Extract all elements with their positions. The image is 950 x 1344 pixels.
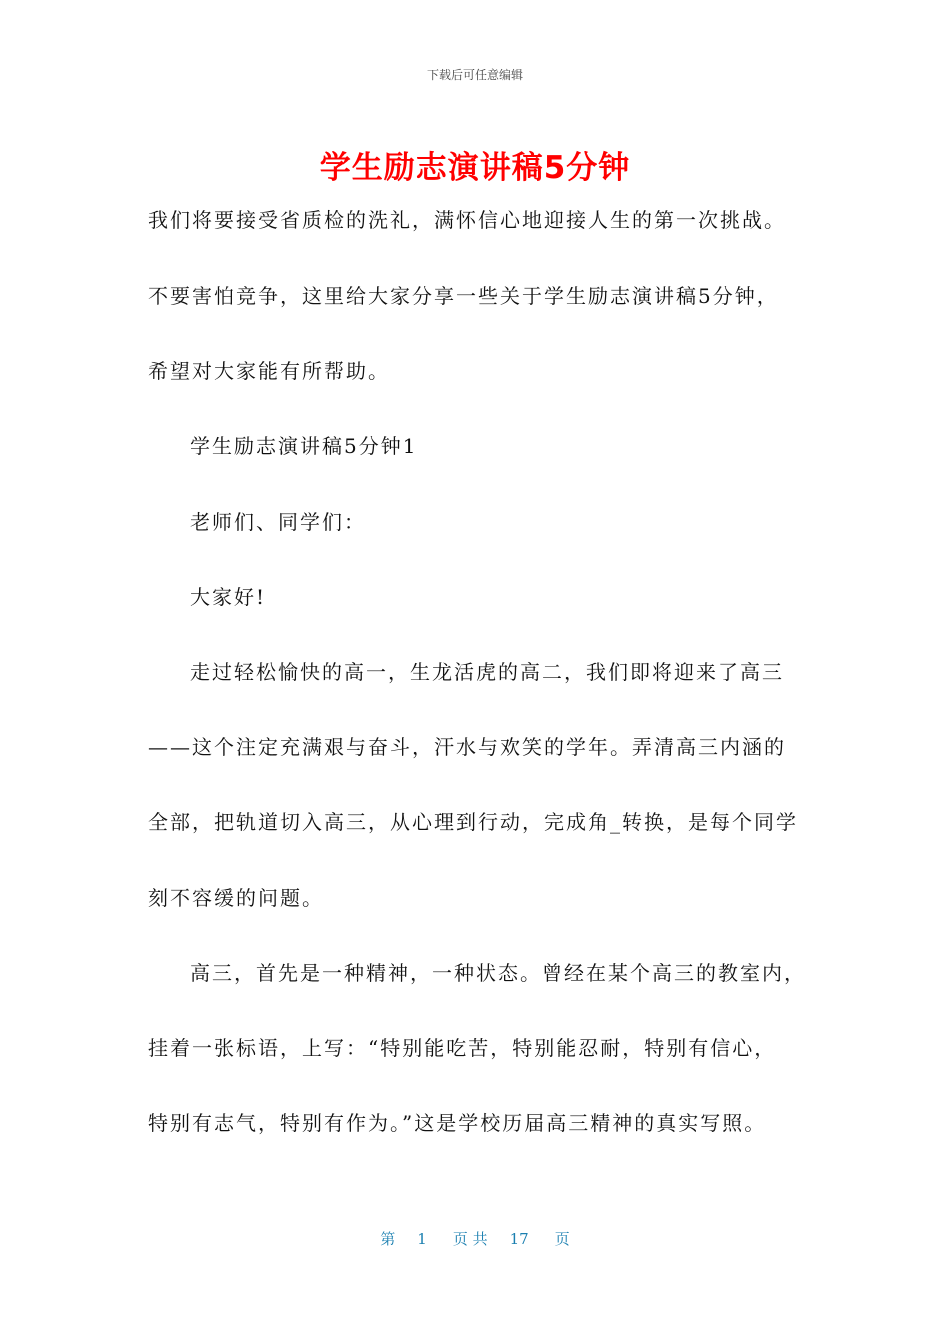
salutation: 老师们、同学们： (190, 510, 366, 534)
footer-suffix: 页 (554, 1230, 570, 1248)
paragraph-line: 全部，把轨道切入高三，从心理到行动，完成角_转换，是每个同学 (148, 810, 798, 834)
document-title: 学生励志演讲稿5分钟 (319, 150, 631, 186)
paragraph-line: 刻不容缓的问题。 (148, 886, 324, 910)
greeting: 大家好! (190, 585, 267, 609)
paragraph-line: 挂着一张标语，上写：“特别能吃苦，特别能忍耐，特别有信心， (148, 1036, 777, 1060)
paragraph-line: 特别有志气，特别有作为。”这是学校历届高三精神的真实写照。 (148, 1111, 767, 1135)
page-header-note: 下载后可任意编辑 (426, 68, 523, 82)
paragraph-line-intro-3: 希望对大家能有所帮助。 (148, 359, 390, 383)
footer-prefix: 第 (380, 1230, 396, 1248)
section-heading: 学生励志演讲稿5分钟1 (190, 434, 418, 458)
paragraph-line-intro-1: 我们将要接受省质检的洗礼，满怀信心地迎接人生的第一次挑战。 (148, 208, 786, 232)
paragraph-line: ——这个注定充满艰与奋斗，汗水与欢笑的学年。弄清高三内涵的 (148, 735, 786, 759)
paragraph-line: 高三，首先是一种精神，一种状态。曾经在某个高三的教室内， (190, 961, 806, 985)
paragraph-line: 走过轻松愉快的高一，生龙活虎的高二，我们即将迎来了高三 (190, 660, 784, 684)
footer-middle: 页 共 (452, 1230, 488, 1248)
footer-page-number: 1 (417, 1230, 427, 1248)
paragraph-line-intro-2: 不要害怕竞争，这里给大家分享一些关于学生励志演讲稿5分钟， (148, 284, 779, 308)
page-footer (0, 1228, 950, 1249)
footer-total-pages: 17 (509, 1230, 529, 1248)
